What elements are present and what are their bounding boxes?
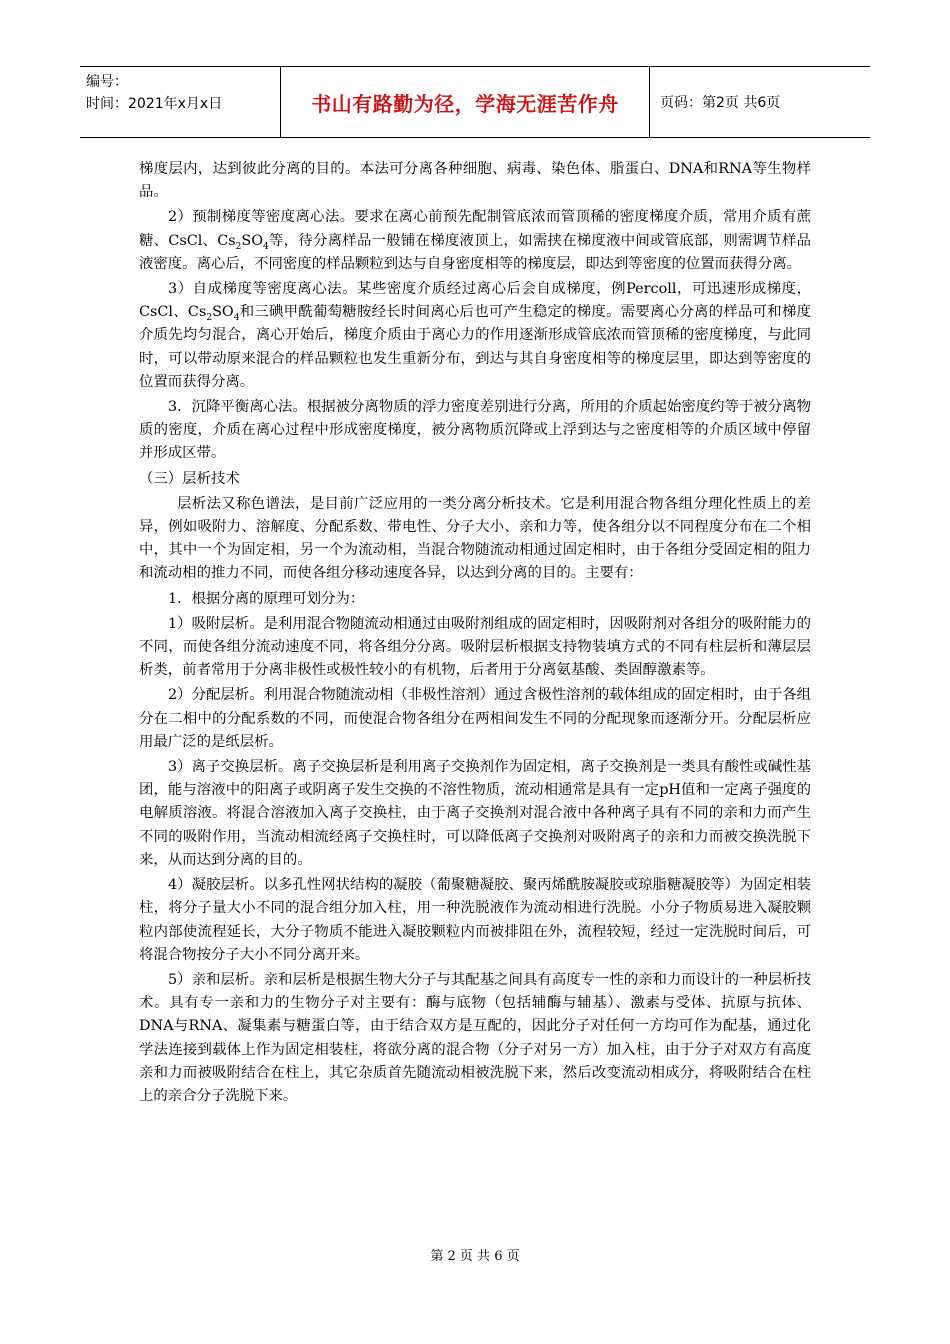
header-left-cell	[80, 67, 280, 137]
page-header	[80, 66, 870, 138]
page-footer: 第 2 页 共 6 页	[430, 1249, 520, 1264]
paragraph: 梯度层内，达到彼此分离的目的。本法可分离各种细胞、病毒、染色体、脂蛋白、DNA和RNA等生物样品。	[139, 161, 811, 201]
section-heading: （三）层析技术	[139, 470, 240, 487]
number-label: 编号：	[86, 74, 128, 90]
paragraph: 3）自成梯度等密度离心法。某些密度介质经过离心后会自成梯度，例Percoll，可迅速形成梯度，CsCl、$Cs_2SO_4$和三碘甲酰葡萄糖胺经长时间离心后也可产生稳定的梯度。需要离心分离的样品可和梯度介质先均匀混合，离心开始后，梯度介质由于离心力的作用逐渐形成管底浓而管顶稀的密度梯度，与此同时，可以带动原来混合的样品颗粒也发生重新分布，到达与其自身密度相等的梯度层里，即达到等密度的位置而获得分离。	[139, 281, 811, 390]
paragraph: 5）亲和层析。亲和层析是根据生物大分子与其配基之间具有高度专一性的亲和力而设计的一种层析技术。具有专一亲和力的生物分子对主要有：酶与底物（包括辅酶与辅基）、激素与受体、抗原与抗体、DNA与RNA、凝集素与糖蛋白等，由于结合双方是互配的，因此分子对任何一方均可作为配基，通过化学法连接到载体上作为固定相装柱，将欲分离的混合物（分子对另一方）加入柱，由于分子对双方有高度亲和力而被吸附结合在柱上，其它杂质首先随流动相被洗脱下来，然后改变流动相成分，将吸附结合在柱上的亲合分子洗脱下来。	[139, 971, 811, 1104]
time-label: 时间：2021年x月x日	[86, 96, 223, 112]
paragraph: 2）预制梯度等密度离心法。要求在离心前预先配制管底浓而管顶稀的密度梯度介质，常用介质有蔗糖、CsCl、$Cs_2SO_4$等，待分离样品一般铺在梯度液顶上，如需挟在梯度液中间或管底部，则需调节样品液密度。离心后，不同密度的样品颗粒到达与自身密度相等的梯度层，即达到等密度的位置而获得分离。	[139, 209, 811, 272]
page-info: 页码：第2页 共6页	[660, 95, 781, 111]
paragraph: 4）凝胶层析。以多孔性网状结构的凝胶（葡聚糖凝胶、聚丙烯酰胺凝胶或琼脂糖凝胶等）为固定相装柱，将分子量大小不同的混合组分加入柱，用一种洗脱液作为流动相进行洗脱。小分子物质易进入凝胶颗粒内部使流程延长，大分子物质不能进入凝胶颗粒内而被排阻在外，流程较短，经过一定洗脱时间后，可将混合物按分子大小不同分离开来。	[139, 877, 811, 963]
paragraph: 2）分配层析。利用混合物随流动相（非极性溶剂）通过含极性溶剂的载体组成的固定相时，由于各组分在二相中的分配系数的不同，而使混合物各组分在两相间发生不同的分配现象而逐渐分开。分配层析应用最广泛的是纸层析。	[139, 687, 811, 750]
document-body	[139, 158, 811, 1110]
paragraph: 3．沉降平衡离心法。根据被分离物质的浮力密度差别进行分离，所用的介质起始密度约等于被分离物质的密度，介质在离心过程中形成密度梯度，被分离物质沉降或上浮到达与之密度相等的介质区域中停留并形成区带。	[139, 399, 811, 462]
paragraph: 3）离子交换层析。离子交换层析是利用离子交换剂作为固定相，离子交换剂是一类具有酸性或碱性基团，能与溶液中的阳离子或阴离子发生交换的不溶性物质，流动相通常是具有一定pH值和一定离子强度的电解质溶液。将混合溶液加入离子交换柱，由于离子交换剂对混合液中各种离子具有不同的亲和力而产生不同的吸附作用，当流动相流经离子交换柱时，可以降低离子交换剂对吸附离子的亲和力而被交换洗脱下来，从而达到分离的目的。	[139, 759, 811, 868]
paragraph: 1．根据分离的原理可划分为：	[168, 590, 365, 607]
paragraph: 1）吸附层析。是利用混合物随流动相通过由吸附剂组成的固定相时，因吸附剂对各组分的吸附能力的不同，而使各组分流动速度不同，将各组分分离。吸附层析根据支持物装填方式的不同有柱层析和薄层层析类，前者常用于分离非极性或极性较小的有机物，后者用于分离氨基酸、类固醇激素等。	[139, 615, 811, 679]
paragraph: 层析法又称色谱法，是目前广泛应用的一类分离分析技术。它是利用混合物各组分理化性质上的差异，例如吸附力、溶解度、分配系数、带电性、分子大小、亲和力等，使各组分以不同程度分布在二个相中，其中一个为固定相，另一个为流动相，当混合物随流动相通过固定相时，由于各组分受固定相的阻力和流动相的推力不同，而使各组分移动速度各异，以达到分离的目的。主要有：	[139, 495, 811, 582]
motto: 书山有路勤为径，学海无涯苦作舟	[280, 67, 650, 137]
